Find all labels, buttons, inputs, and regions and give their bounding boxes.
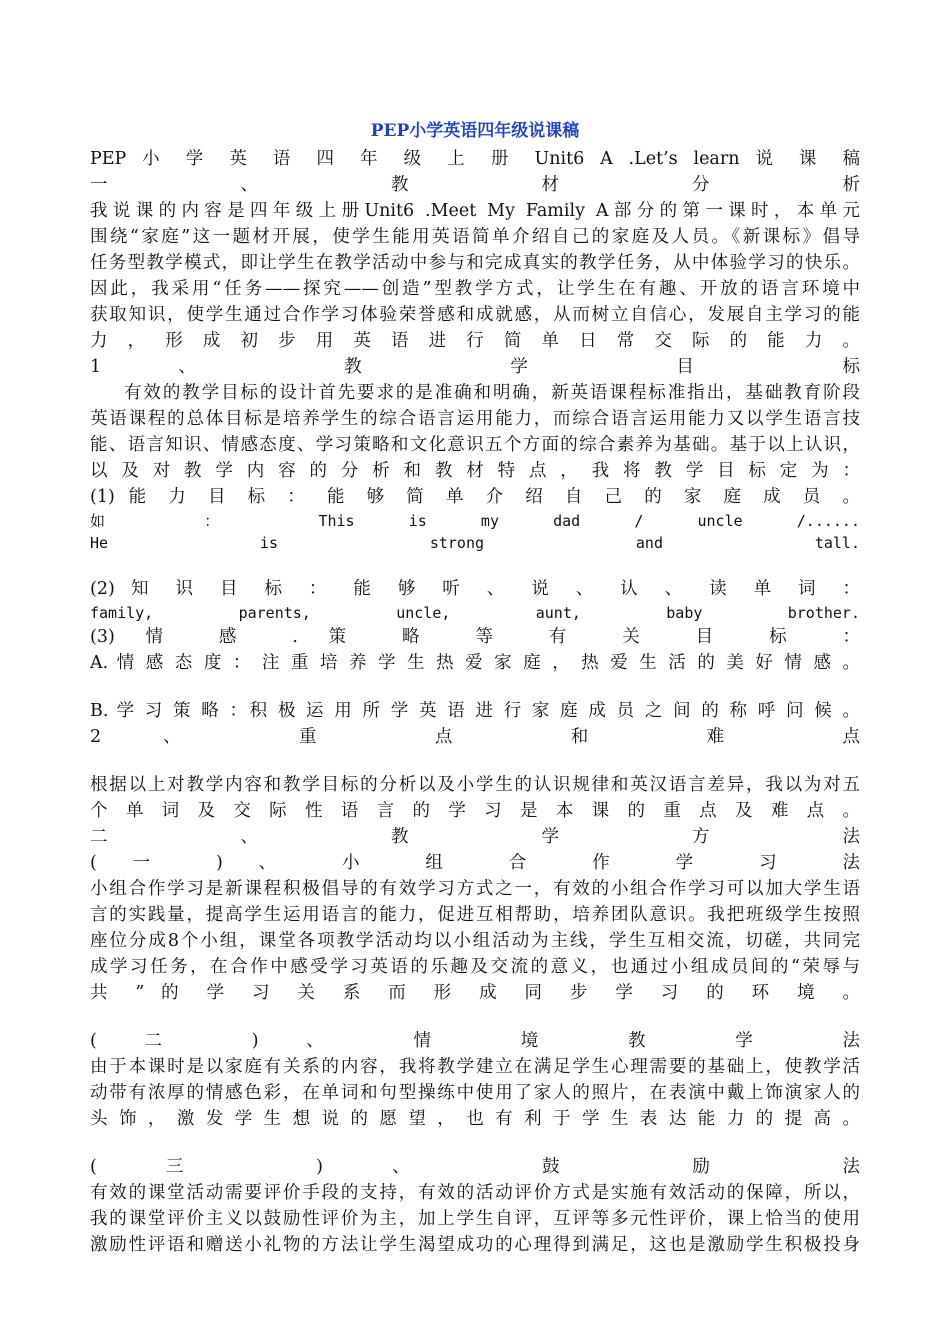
text-line: 由于本课时是以家庭有关系的内容，我将教学建立在满足学生心理需要的基础上，使教学活 — [90, 1057, 860, 1077]
text-line: 共 ” 的 学 习 关 系 而 形 成 同 步 学 习 的 环 境 。 — [90, 983, 860, 1003]
text-line: 根据以上对教学内容和教学目标的分析以及小学生的认识规律和英汉语言差异，我以为对五 — [90, 775, 860, 795]
text-line: 有效的教学目标的设计首先要求的是准确和明确，新英语课程标准指出，基础教育阶段 — [124, 383, 860, 403]
text-line: 我说课的内容是四年级上册Unit6 .Meet My Family A部分的第一课时，本单元 — [90, 201, 860, 221]
text-line: PEP 小 学 英 语 四 年 级 上 册 Unit6 A .Let’s learn 说 课 稿 — [90, 149, 860, 169]
text-line: 头 饰 ， 激 发 学 生 想 说 的 愿 望 ， 也 有 利 于 学 生 表 达 能 力 的 提 高 。 — [90, 1109, 860, 1129]
spacer — [90, 554, 860, 576]
text-line: 任务型教学模式，即让学生在教学活动中参与和完成真实的教学任务，从中体验学习的快乐。 — [90, 253, 860, 273]
text-line: 言的实践量，提高学生运用语言的能力，促进互相帮助，培养团队意识。我把班级学生按照 — [90, 905, 860, 925]
spacer — [90, 1006, 860, 1028]
text-line: (1) 能 力 目 标 ： 能 够 简 单 介 绍 自 己 的 家 庭 成 员 。 — [90, 487, 860, 507]
example-line: 如 ： This is my dad / uncle /...... — [90, 512, 860, 530]
spacer — [90, 676, 860, 698]
text-line: 英语课程的总体目标是培养学生的综合语言运用能力，而综合语言运用能力又以学生语言技 — [90, 409, 860, 429]
text-line: B. 学 习 策 略 ：积 极 运 用 所 学 英 语 进 行 家 庭 成 员 之 间 的 称 呼 问 候 。 — [90, 701, 860, 721]
section-heading: 一 、 教 材 分 析 — [90, 175, 860, 195]
text-line: (2) 知 识 目 标 ： 能 够 听 、 说 、 认 、 读 单 词 ： — [90, 579, 860, 599]
section-heading: 1 、 教 学 目 标 — [90, 357, 860, 377]
spacer — [90, 1132, 860, 1154]
section-heading: 2 、 重 点 和 难 点 — [90, 727, 860, 747]
text-line: 个 单 词 及 交 际 性 语 言 的 学 习 是 本 课 的 重 点 及 难 点 。 — [90, 801, 860, 821]
text-line: 有效的课堂活动需要评价手段的支持，有效的活动评价方式是实施有效活动的保障，所以， — [90, 1183, 860, 1203]
text-line: 因此，我采用“任务——探究——创造”型教学方式，让学生在有趣、开放的语言环境中 — [90, 279, 860, 299]
section-heading: ( 二 ) 、 情 境 教 学 法 — [90, 1031, 860, 1051]
text-line: 激励性评语和赠送小礼物的方法让学生渴望成功的心理得到满足，这也是激励学生积极投身 — [90, 1235, 860, 1255]
text-line: (3) 情 感 . 策 略 等 有 关 目 标 ： — [90, 627, 860, 647]
section-heading: ( 三 ) 、 鼓 励 法 — [90, 1157, 860, 1177]
text-line: 动带有浓厚的情感色彩，在单词和句型操练中使用了家人的照片，在表演中戴上饰演家人的 — [90, 1083, 860, 1103]
text-line: 能、语言知识、情感态度、学习策略和文化意识五个方面的综合素养为基础。基于以上认识， — [90, 435, 860, 455]
text-line: 我的课堂评价主义以鼓励性评价为主，加上学生自评，互评等多元性评价，课上恰当的使用 — [90, 1209, 860, 1229]
text-line: A. 情 感 态 度 ： 注 重 培 养 学 生 热 爱 家 庭 ， 热 爱 生 活 的 美 好 情 感 。 — [90, 653, 860, 673]
section-heading: ( 一 ) 、 小 组 合 作 学 习 法 — [90, 853, 860, 873]
text-line: 获取知识，使学生通过合作学习体验荣誉感和成就感，从而树立自信心，发展自主学习的能 — [90, 305, 860, 325]
word-list: family, parents, uncle, aunt, baby brother. — [90, 604, 860, 622]
text-line: 成学习任务，在合作中感受学习英语的乐趣及交流的意义，也通过小组成员间的“荣辱与 — [90, 957, 860, 977]
document-title: PEP小学英语四年级说课稿 — [370, 121, 580, 141]
text-line: 围绕“家庭”这一题材开展，使学生能用英语简单介绍自己的家庭及人员。《新课标》倡导 — [90, 227, 860, 247]
text-line: 座位分成8个小组，课堂各项教学活动均以小组活动为主线，学生互相交流，切磋，共同完 — [90, 931, 860, 951]
document-page — [90, 118, 860, 1258]
text-line: 小组合作学习是新课程积极倡导的有效学习方式之一，有效的小组合作学习可以加大学生语 — [90, 879, 860, 899]
text-line: 以 及 对 教 学 内 容 的 分 析 和 教 材 特 点 ， 我 将 教 学 目 标 定 为 ： — [90, 461, 860, 481]
text-line: 力 ， 形 成 初 步 用 英 语 进 行 简 单 日 常 交 际 的 能 力 。 — [90, 331, 860, 351]
section-heading: 二 、 教 学 方 法 — [90, 827, 860, 847]
example-line: He is strong and tall. — [90, 534, 860, 552]
spacer — [90, 750, 860, 772]
